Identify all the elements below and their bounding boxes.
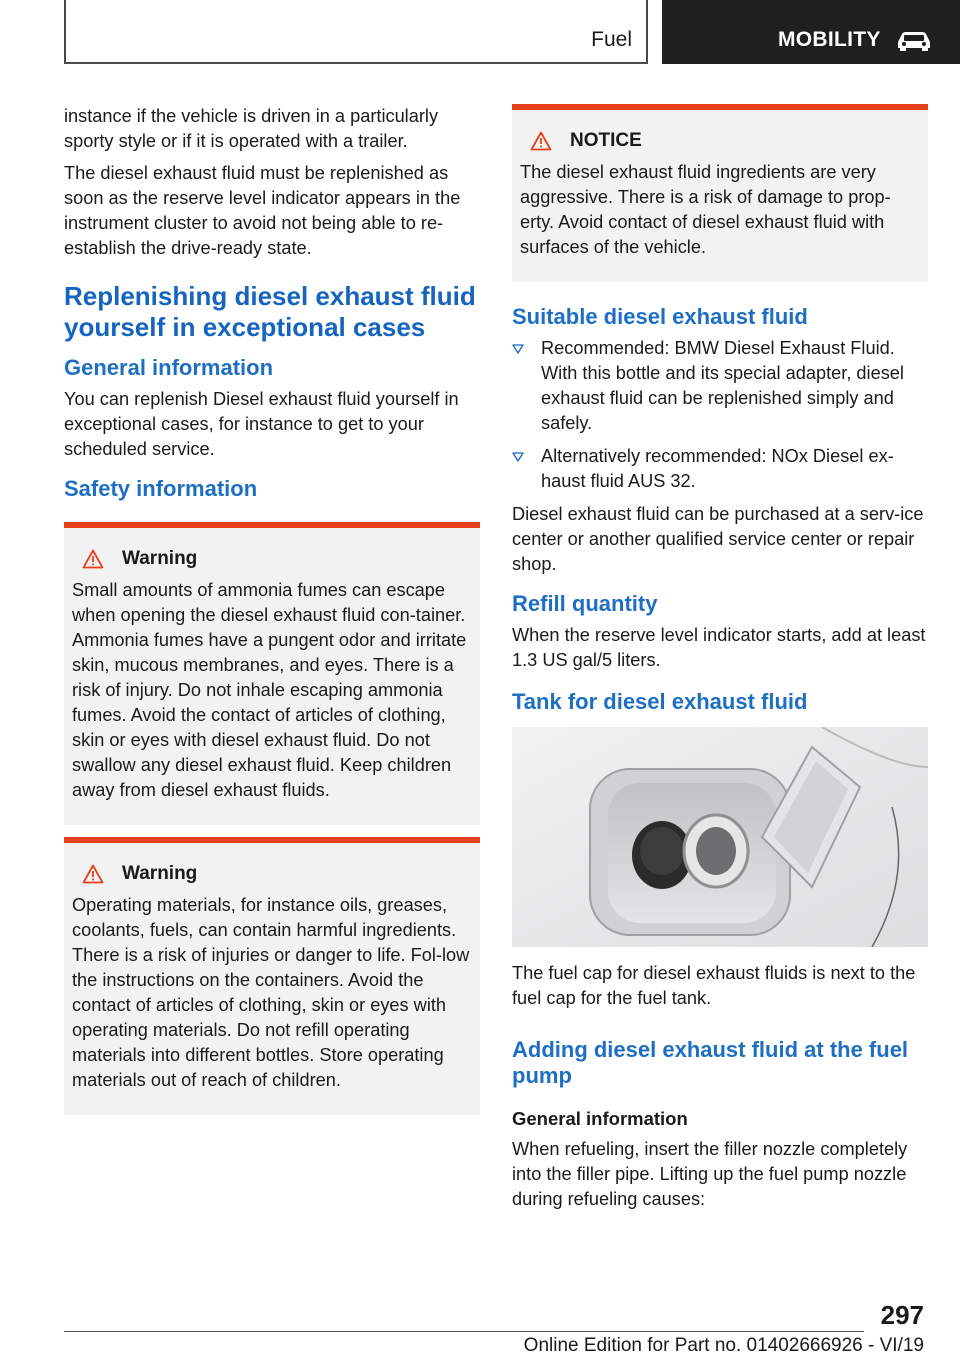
header-chapter-box	[662, 0, 960, 64]
warning-callout-2-head	[72, 863, 472, 885]
triangle-bullet-icon	[512, 452, 524, 462]
purchase-paragraph: Diesel exhaust fluid can be purchased at a serv-ice center or another qualified service center or repair shop.	[512, 504, 924, 574]
warning-triangle-icon	[82, 549, 104, 569]
notice-callout-title: NOTICE	[570, 130, 642, 151]
notice-callout-text: The diesel exhaust fluid ingredients are very aggressive. There is a risk of damage to prop-erty. Avoid contact of diesel exhaust fluid with surfaces of the vehicle.	[520, 162, 891, 257]
fuel-cap-illustration	[512, 727, 928, 947]
heading-adding-fluid: Adding diesel exhaust fluid at the fuel pump	[512, 1037, 909, 1088]
car-icon	[894, 28, 934, 52]
page-number: 297	[880, 1300, 924, 1330]
general-information-paragraph: You can replenish Diesel exhaust fluid yourself in exceptional cases, for instance to get to your scheduled service.	[64, 389, 459, 459]
header-section-box	[64, 0, 648, 64]
heading-replenishing: Replenishing diesel exhaust fluid yourself in exceptional cases	[64, 281, 476, 342]
fuel-cap-photo	[512, 727, 928, 947]
intro-paragraph-2: The diesel exhaust fluid must be replenished as soon as the reserve level indicator appears in the instrument cluster to avoid not being able to re-establish the drive-ready state.	[64, 163, 461, 258]
list-item	[512, 336, 928, 436]
triangle-bullet-icon	[512, 344, 524, 354]
right-column	[512, 104, 928, 1219]
header-section-title: Fuel	[591, 28, 632, 51]
intro-paragraph-1: instance if the vehicle is driven in a particularly sporty style or if it is operated with a trailer.	[64, 106, 439, 151]
list-item	[512, 444, 928, 494]
heading-refill-quantity: Refill quantity	[512, 591, 658, 616]
heading-tank: Tank for diesel exhaust fluid	[512, 689, 808, 714]
footer-divider	[64, 1331, 864, 1332]
warning-callout-2	[64, 837, 480, 1115]
heading-suitable-fluid: Suitable diesel exhaust fluid	[512, 304, 808, 329]
warning-callout-1	[64, 522, 480, 825]
refill-paragraph: When the reserve level indicator starts, add at least 1.3 US gal/5 liters.	[512, 625, 926, 670]
warning-callout-1-head	[72, 548, 472, 570]
photo-caption: The fuel cap for diesel exhaust fluids is next to the fuel cap for the fuel tank.	[512, 963, 916, 1008]
list-item-text: Recommended: BMW Diesel Exhaust Fluid. With this bottle and its special adapter, diesel exhaust fluid can be replenished simply and safely.	[541, 338, 904, 433]
notice-callout	[512, 104, 928, 282]
suitable-fluid-list	[512, 336, 928, 494]
left-column	[64, 104, 480, 1115]
warning-callout-2-text: Operating materials, for instance oils, greases, coolants, fuels, can contain harmful ingredients. There is a risk of injuries or danger to life. Fol-low the instructions on the containers. Avoid the contact of articles of clothing, skin or eyes with operating materials. Do not refill operating materials into different bottles. Store operating materials out of reach of children.	[72, 895, 470, 1090]
warning-triangle-icon	[530, 131, 552, 151]
general-information-2-paragraph: When refueling, insert the filler nozzle completely into the filler pipe. Lifting up the fuel pump nozzle during refueling causes:	[512, 1139, 908, 1209]
warning-triangle-icon	[82, 864, 104, 884]
footer-edition: Online Edition for Part no. 01402666926 - VI/19	[523, 1335, 924, 1356]
warning-callout-1-title: Warning	[122, 548, 198, 569]
heading-safety-information: Safety information	[64, 476, 258, 501]
list-item-text: Alternatively recommended: NOx Diesel ex-haust fluid AUS 32.	[541, 446, 894, 491]
heading-general-information-2: General information	[512, 1108, 688, 1129]
heading-general-information: General information	[64, 355, 274, 380]
header-chapter-title: MOBILITY	[778, 28, 881, 51]
notice-callout-head	[520, 130, 920, 152]
warning-callout-1-text: Small amounts of ammonia fumes can escape when opening the diesel exhaust fluid con-tainer. Ammonia fumes have a pungent odor and irritate skin, mucous membranes, and eyes. There is a risk of injury. Do not inhale escaping ammonia fumes. Avoid the contact of articles of clothing, skin or eyes with diesel exhaust fluid. Do not swallow any diesel exhaust fluid. Keep children away from diesel exhaust fluids.	[72, 580, 467, 800]
warning-callout-2-title: Warning	[122, 863, 198, 884]
